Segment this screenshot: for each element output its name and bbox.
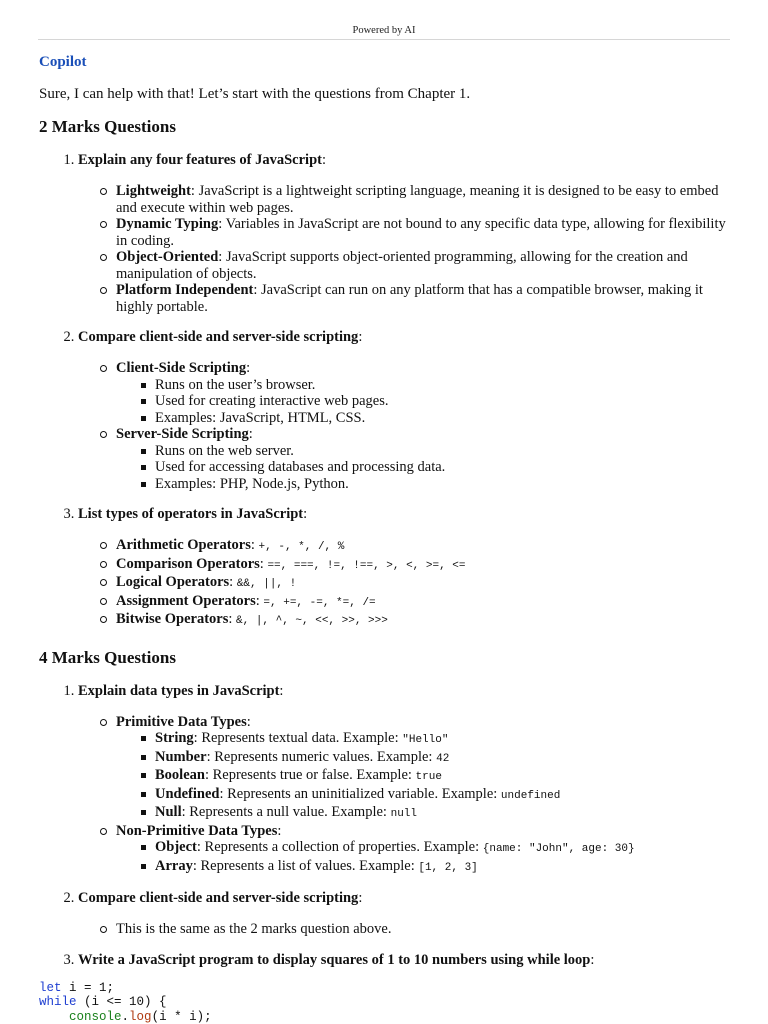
section-title-4-marks: 4 Marks Questions [39, 647, 176, 667]
description: JavaScript supports object-oriented programming, allowing for the creation and manipulation of objects. [116, 249, 688, 282]
code-example: null [390, 808, 417, 820]
term: Logical Operators [116, 574, 230, 590]
term: Undefined [155, 785, 220, 802]
term: Server-Side Scripting [116, 426, 249, 442]
list-item: Platform Independent: JavaScript can run on any platform that has a compatible browser, making it highly portable. [116, 282, 739, 315]
answer-list [78, 921, 739, 938]
term: Boolean [155, 767, 205, 783]
term: Primitive Data Types [116, 713, 247, 730]
question-title: Compare client-side and server-side scripting [78, 890, 359, 906]
question-title: List types of operators in JavaScript [78, 506, 304, 522]
description: JavaScript is a lightweight scripting language, meaning it is designed to be easy to embed and execute within web pages. [116, 183, 719, 216]
question-title: Explain data types in JavaScript [78, 682, 280, 699]
term: Lightweight [116, 183, 191, 199]
question-item: 1. Explain data types in JavaScript: Primitive Data Types: String: Represents textual data. Example: "Hello" Number: Represents numeric values. Example: 42 Boolean: Represents true or false. Example: true Undefined: Represents an uninitialized variable. Example: undefined Null: Represents a null value. Example: null Non-Primitive Data Types: Object: Represents a collection of properties. Example: {name: "John", age: 30} Array: Represents a list of values. Example: [1, 2, 3] [78, 683, 739, 877]
list-item: Comparison Operators: ==, ===, !=, !==, >, <, >=, <= [116, 556, 739, 575]
term: Bitwise Operators [116, 611, 229, 627]
answer-list [78, 714, 739, 877]
section-title-2-marks: 2 Marks Questions [39, 117, 176, 136]
description: Represents textual data. Example: [201, 730, 403, 746]
code-text: (i * i); [151, 1009, 212, 1024]
sub-list-item: String: Represents textual data. Example: "Hello" [155, 730, 739, 749]
description: Represents numeric values. Example: [214, 748, 437, 765]
operator-list: +, -, *, /, % [258, 541, 345, 553]
list-item: Primitive Data Types: String: Represents textual data. Example: "Hello" Number: Represents numeric values. Example: 42 Boolean: Represents true or false. Example: true Undefined: Represents an uninitialized variable. Example: undefined Null: Represents a null value. Example: null [116, 714, 739, 823]
code-keyword: while [39, 995, 77, 1009]
operator-list: &&, ||, ! [236, 578, 297, 590]
page-header [38, 22, 730, 40]
sub-list-item: Undefined: Represents an uninitialized variable. Example: undefined [155, 786, 739, 805]
sub-list-item: Examples: JavaScript, HTML, CSS. [155, 410, 739, 427]
question-list-2-marks [39, 152, 739, 630]
list-item: Dynamic Typing: Variables in JavaScript are not bound to any specific data type, allowing for flexibility in coding. [116, 216, 739, 249]
list-item: Server-Side Scripting: Runs on the web server. Used for accessing databases and processing data. Examples: PHP, Node.js, Python. [116, 426, 739, 492]
code-object: console [69, 1009, 122, 1024]
description: Represents true or false. Example: [212, 767, 416, 783]
question-title: Write a JavaScript program to display squares of 1 to 10 numbers using while loop [78, 951, 591, 968]
list-item: Lightweight: JavaScript is a lightweight scripting language, meaning it is designed to be easy to embed and execute within web pages. [116, 183, 739, 216]
question-title: Compare client-side and server-side scripting [78, 329, 359, 345]
answer-list [78, 537, 739, 630]
sub-list-item: Boolean: Represents true or false. Example: true [155, 767, 739, 786]
answer-list [78, 183, 739, 315]
sub-list [116, 730, 739, 823]
term: Arithmetic Operators [116, 537, 251, 553]
list-item: Assignment Operators: =, +=, -=, *=, /= [116, 593, 739, 612]
description: Represents a collection of properties. Example: [204, 839, 483, 855]
sub-list-item: Null: Represents a null value. Example: null [155, 804, 739, 823]
description: JavaScript can run on any platform that has a compatible browser, making it highly portable. [116, 282, 703, 315]
operator-list: ==, ===, !=, !==, >, <, >=, <= [267, 559, 466, 572]
term: Array [155, 857, 193, 874]
list-item: Logical Operators: &&, ||, ! [116, 574, 739, 593]
sub-list [116, 443, 739, 493]
list-item: Bitwise Operators: &, |, ^, ~, <<, >>, >>> [116, 611, 739, 630]
list-item: Non-Primitive Data Types: Object: Represents a collection of properties. Example: {name: "John", age: 30} Array: Represents a list of values. Example: [1, 2, 3] [116, 823, 739, 877]
list-item: Client-Side Scripting: Runs on the user’s browser. Used for creating interactive web pages. Examples: JavaScript, HTML, CSS. [116, 360, 739, 426]
term: Dynamic Typing [116, 216, 219, 232]
question-item: 3. List types of operators in JavaScript: Arithmetic Operators: +, -, *, /, % Comparison Operators: ==, ===, !=, !==, >, <, >=, <= Logical Operators: &&, ||, ! Assignment Operators: =, +=, -=, *=, /= Bitwise Operators: &, |, ^, ~, <<, >>, >>> [78, 506, 739, 630]
operator-list: &, |, ^, ~, <<, >>, >>> [236, 615, 388, 627]
description: Represents a null value. Example: [189, 804, 391, 820]
sub-list-item: Used for accessing databases and processing data. [155, 459, 739, 476]
description: Represents a list of values. Example: [200, 857, 419, 874]
term: String [155, 730, 194, 746]
sub-list-item: Array: Represents a list of values. Example: [1, 2, 3] [155, 858, 739, 877]
question-item: 2. Compare client-side and server-side scripting: Client-Side Scripting: Runs on the user’s browser. Used for creating interactive web pages. Examples: JavaScript, HTML, CSS. Server-Side Scripting: Runs on the web server. Used for accessing databases and processing data. Examples: PHP, Node.js, Python. [78, 329, 739, 492]
question-item: 3. Write a JavaScript program to display squares of 1 to 10 numbers using while loop: [78, 952, 739, 969]
code-text: i = 1; [61, 980, 115, 995]
sub-list-item: Examples: PHP, Node.js, Python. [155, 476, 739, 493]
question-title: Explain any four features of JavaScript [78, 152, 322, 168]
question-item: 1. Explain any four features of JavaScript: Lightweight: JavaScript is a lightweight scripting language, meaning it is designed to be easy to embed and execute within web pages. Dynamic Typing: Variables in JavaScript are not bound to any specific data type, allowing for flexibility in coding. Object-Oriented: JavaScript supports object-oriented programming, allowing for the creation and manipulation of objects. Platform Independent: JavaScript can run on any platform that has a compatible browser, making it highly portable. [78, 152, 739, 315]
operator-list: =, +=, -=, *=, /= [263, 596, 376, 609]
term: Comparison Operators [116, 555, 260, 572]
sub-list [116, 839, 739, 876]
code-example: undefined [500, 789, 561, 802]
description: Variables in JavaScript are not bound to any specific data type, allowing for flexibility in coding. [116, 216, 726, 249]
term: Null [155, 804, 182, 820]
term: Assignment Operators [116, 592, 256, 609]
term: Object-Oriented [116, 249, 219, 265]
code-text: (i <= 10) { [76, 995, 167, 1009]
list-item: Arithmetic Operators: +, -, *, /, % [116, 537, 739, 556]
answer-list [78, 360, 739, 492]
code-example: "Hello" [402, 734, 449, 746]
document-body [39, 52, 739, 1024]
term: Non-Primitive Data Types [116, 822, 278, 839]
code-keyword: let [39, 980, 62, 995]
author-name: Copilot [39, 54, 87, 70]
code-example: true [415, 771, 442, 783]
code-example: [1, 2, 3] [418, 861, 478, 874]
intro-text: Sure, I can help with that! Let’s start with the questions from Chapter 1. [39, 86, 471, 102]
code-indent [39, 1010, 69, 1024]
code-dot: . [121, 1009, 130, 1024]
term: Platform Independent [116, 282, 254, 298]
code-function: log [129, 1009, 152, 1024]
sub-list-item: Runs on the user’s browser. [155, 377, 739, 394]
question-list-4-marks [39, 683, 739, 969]
term: Client-Side Scripting [116, 360, 247, 376]
question-item: 2. Compare client-side and server-side scripting: This is the same as the 2 marks question above. [78, 890, 739, 938]
sub-list-item: Object: Represents a collection of properties. Example: {name: "John", age: 30} [155, 839, 739, 858]
code-example: {name: "John", age: 30} [482, 843, 635, 855]
sub-list-item: Used for creating interactive web pages. [155, 393, 739, 410]
sub-list-item: Runs on the web server. [155, 443, 739, 460]
description: Represents an uninitialized variable. Example: [227, 785, 501, 802]
sub-list [116, 377, 739, 427]
term: Number [155, 748, 207, 765]
list-item: Object-Oriented: JavaScript supports object-oriented programming, allowing for the creation and manipulation of objects. [116, 249, 739, 282]
header-text: Powered by AI [352, 25, 416, 36]
term: Object [155, 839, 197, 855]
code-block [39, 981, 739, 1024]
list-item: This is the same as the 2 marks question above. [116, 921, 739, 938]
code-example: 42 [436, 752, 450, 765]
sub-list-item: Number: Represents numeric values. Example: 42 [155, 749, 739, 768]
